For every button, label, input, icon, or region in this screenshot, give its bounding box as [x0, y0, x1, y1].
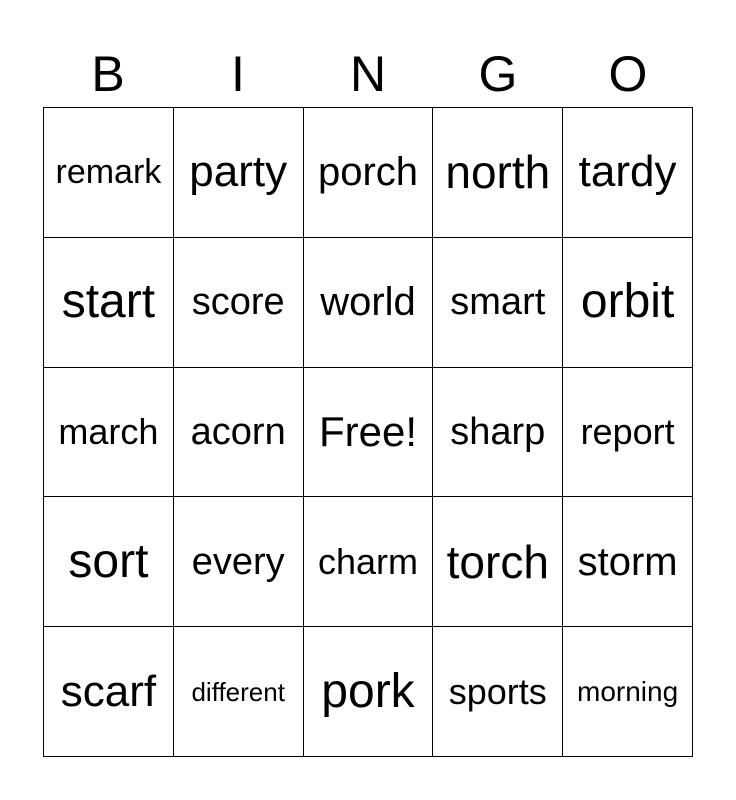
free-space-cell[interactable]: Free! [304, 368, 434, 498]
bingo-cell[interactable]: morning [563, 627, 693, 757]
bingo-cell[interactable]: smart [433, 238, 563, 368]
bingo-cell[interactable]: report [563, 368, 693, 498]
bingo-cell[interactable]: party [174, 108, 304, 238]
bingo-cell[interactable]: porch [304, 108, 434, 238]
bingo-cell[interactable]: world [304, 238, 434, 368]
bingo-cell[interactable]: remark [44, 108, 174, 238]
header-letter-n: N [349, 46, 387, 102]
bingo-cell[interactable]: every [174, 497, 304, 627]
bingo-cell[interactable]: scarf [44, 627, 174, 757]
bingo-cell[interactable]: different [174, 627, 304, 757]
bingo-cell[interactable]: north [433, 108, 563, 238]
bingo-cell[interactable]: sort [44, 497, 174, 627]
bingo-cell[interactable]: score [174, 238, 304, 368]
bingo-cell[interactable]: march [44, 368, 174, 498]
bingo-cell[interactable]: sports [433, 627, 563, 757]
bingo-cell[interactable]: orbit [563, 238, 693, 368]
bingo-cell[interactable]: acorn [174, 368, 304, 498]
header-letter-i: I [231, 46, 245, 102]
bingo-cell[interactable]: sharp [433, 368, 563, 498]
bingo-cell[interactable]: start [44, 238, 174, 368]
header-letter-b: B [91, 46, 125, 102]
bingo-cell[interactable]: storm [563, 497, 693, 627]
bingo-cell[interactable]: torch [433, 497, 563, 627]
bingo-board [43, 107, 693, 757]
bingo-cell[interactable]: pork [304, 627, 434, 757]
header-letter-g: G [478, 46, 518, 102]
header-letter-o: O [608, 46, 648, 102]
bingo-cell[interactable]: tardy [563, 108, 693, 238]
bingo-cell[interactable]: charm [304, 497, 434, 627]
bingo-header [43, 44, 693, 104]
